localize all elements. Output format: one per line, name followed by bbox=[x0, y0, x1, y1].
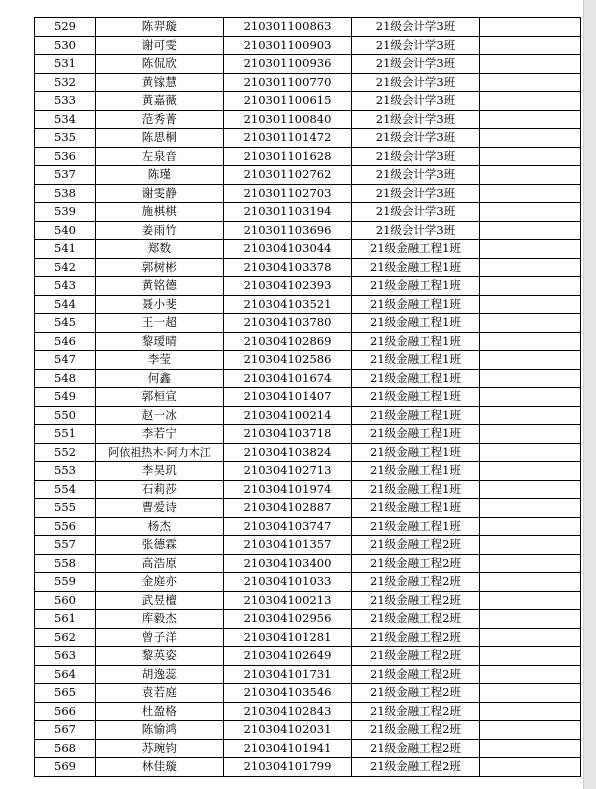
student-id-cell: 210301102703 bbox=[224, 184, 352, 203]
empty-cell bbox=[480, 443, 581, 462]
table-row bbox=[35, 591, 581, 610]
empty-cell bbox=[480, 18, 581, 37]
student-id-cell: 210304101974 bbox=[224, 480, 352, 499]
student-name-cell: 陈羿璇 bbox=[96, 18, 224, 37]
student-name-cell: 杨杰 bbox=[96, 517, 224, 536]
class-name-cell: 21级金融工程2班 bbox=[352, 684, 480, 703]
row-number-cell: 532 bbox=[35, 73, 96, 92]
row-number-cell: 533 bbox=[35, 92, 96, 111]
row-number-cell: 540 bbox=[35, 221, 96, 240]
empty-cell bbox=[480, 684, 581, 703]
empty-cell bbox=[480, 628, 581, 647]
row-number-cell: 558 bbox=[35, 554, 96, 573]
class-name-cell: 21级金融工程1班 bbox=[352, 425, 480, 444]
student-id-cell: 210304101731 bbox=[224, 665, 352, 684]
student-name-cell: 郭树彬 bbox=[96, 258, 224, 277]
student-id-cell: 210304102843 bbox=[224, 702, 352, 721]
class-name-cell: 21级会计学3班 bbox=[352, 129, 480, 148]
table-row bbox=[35, 295, 581, 314]
student-id-cell: 210301102762 bbox=[224, 166, 352, 185]
empty-cell bbox=[480, 499, 581, 518]
class-name-cell: 21级金融工程2班 bbox=[352, 665, 480, 684]
table-row bbox=[35, 277, 581, 296]
empty-cell bbox=[480, 147, 581, 166]
student-id-cell: 210304103780 bbox=[224, 314, 352, 333]
empty-cell bbox=[480, 221, 581, 240]
table-row bbox=[35, 739, 581, 758]
table-row bbox=[35, 166, 581, 185]
class-name-cell: 21级会计学3班 bbox=[352, 221, 480, 240]
student-id-cell: 210304102586 bbox=[224, 351, 352, 370]
empty-cell bbox=[480, 739, 581, 758]
table-row bbox=[35, 110, 581, 129]
student-id-cell: 210304103400 bbox=[224, 554, 352, 573]
table-row bbox=[35, 702, 581, 721]
empty-cell bbox=[480, 480, 581, 499]
class-name-cell: 21级金融工程2班 bbox=[352, 721, 480, 740]
table-row bbox=[35, 665, 581, 684]
student-name-cell: 林佳璇 bbox=[96, 758, 224, 777]
student-name-cell: 高浩原 bbox=[96, 554, 224, 573]
table-row bbox=[35, 684, 581, 703]
empty-cell bbox=[480, 55, 581, 74]
student-id-cell: 210301101628 bbox=[224, 147, 352, 166]
row-number-cell: 535 bbox=[35, 129, 96, 148]
empty-cell bbox=[480, 166, 581, 185]
student-id-cell: 210301103696 bbox=[224, 221, 352, 240]
empty-cell bbox=[480, 591, 581, 610]
empty-cell bbox=[480, 462, 581, 481]
student-name-cell: 曾子洋 bbox=[96, 628, 224, 647]
row-number-cell: 545 bbox=[35, 314, 96, 333]
table-row bbox=[35, 721, 581, 740]
class-name-cell: 21级金融工程1班 bbox=[352, 332, 480, 351]
class-name-cell: 21级金融工程1班 bbox=[352, 406, 480, 425]
table-row bbox=[35, 388, 581, 407]
table-row bbox=[35, 147, 581, 166]
empty-cell bbox=[480, 73, 581, 92]
empty-cell bbox=[480, 536, 581, 555]
student-id-cell: 210301100903 bbox=[224, 36, 352, 55]
student-name-cell: 陈瑾 bbox=[96, 166, 224, 185]
row-number-cell: 550 bbox=[35, 406, 96, 425]
student-name-cell: 胡逸蕊 bbox=[96, 665, 224, 684]
student-roster-table bbox=[34, 17, 581, 777]
row-number-cell: 557 bbox=[35, 536, 96, 555]
student-name-cell: 武昱檀 bbox=[96, 591, 224, 610]
student-name-cell: 黄镓慧 bbox=[96, 73, 224, 92]
row-number-cell: 564 bbox=[35, 665, 96, 684]
empty-cell bbox=[480, 110, 581, 129]
table-row bbox=[35, 203, 581, 222]
student-name-cell: 黎瑷晴 bbox=[96, 332, 224, 351]
class-name-cell: 21级金融工程2班 bbox=[352, 702, 480, 721]
empty-cell bbox=[480, 332, 581, 351]
row-number-cell: 537 bbox=[35, 166, 96, 185]
student-name-cell: 袁若庭 bbox=[96, 684, 224, 703]
class-name-cell: 21级金融工程2班 bbox=[352, 591, 480, 610]
table-row bbox=[35, 480, 581, 499]
student-id-cell: 210304100214 bbox=[224, 406, 352, 425]
class-name-cell: 21级金融工程1班 bbox=[352, 462, 480, 481]
class-name-cell: 21级金融工程2班 bbox=[352, 739, 480, 758]
empty-cell bbox=[480, 351, 581, 370]
row-number-cell: 549 bbox=[35, 388, 96, 407]
student-id-cell: 210304100213 bbox=[224, 591, 352, 610]
empty-cell bbox=[480, 554, 581, 573]
table-row bbox=[35, 536, 581, 555]
row-number-cell: 538 bbox=[35, 184, 96, 203]
table-row bbox=[35, 92, 581, 111]
row-number-cell: 563 bbox=[35, 647, 96, 666]
table-row bbox=[35, 184, 581, 203]
empty-cell bbox=[480, 406, 581, 425]
row-number-cell: 554 bbox=[35, 480, 96, 499]
table-row bbox=[35, 425, 581, 444]
empty-cell bbox=[480, 388, 581, 407]
empty-cell bbox=[480, 665, 581, 684]
empty-cell bbox=[480, 240, 581, 259]
row-number-cell: 530 bbox=[35, 36, 96, 55]
class-name-cell: 21级会计学3班 bbox=[352, 18, 480, 37]
student-id-cell: 210304103378 bbox=[224, 258, 352, 277]
student-name-cell: 谢可雯 bbox=[96, 36, 224, 55]
class-name-cell: 21级金融工程1班 bbox=[352, 480, 480, 499]
student-name-cell: 阿依祖热木·阿力木江 bbox=[96, 443, 224, 462]
row-number-cell: 567 bbox=[35, 721, 96, 740]
class-name-cell: 21级金融工程1班 bbox=[352, 258, 480, 277]
class-name-cell: 21级金融工程2班 bbox=[352, 610, 480, 629]
student-id-cell: 210301100936 bbox=[224, 55, 352, 74]
table-row bbox=[35, 73, 581, 92]
student-id-cell: 210304101281 bbox=[224, 628, 352, 647]
student-id-cell: 210304101407 bbox=[224, 388, 352, 407]
row-number-cell: 531 bbox=[35, 55, 96, 74]
class-name-cell: 21级金融工程1班 bbox=[352, 351, 480, 370]
row-number-cell: 541 bbox=[35, 240, 96, 259]
student-name-cell: 郑数 bbox=[96, 240, 224, 259]
student-name-cell: 金庭亦 bbox=[96, 573, 224, 592]
table-row bbox=[35, 443, 581, 462]
class-name-cell: 21级金融工程1班 bbox=[352, 314, 480, 333]
table-row bbox=[35, 18, 581, 37]
row-number-cell: 562 bbox=[35, 628, 96, 647]
student-name-cell: 陈侃欣 bbox=[96, 55, 224, 74]
student-id-cell: 210301100615 bbox=[224, 92, 352, 111]
empty-cell bbox=[480, 295, 581, 314]
table-row bbox=[35, 351, 581, 370]
row-number-cell: 529 bbox=[35, 18, 96, 37]
student-id-cell: 210304102031 bbox=[224, 721, 352, 740]
page-edge-shadow bbox=[583, 0, 596, 789]
row-number-cell: 539 bbox=[35, 203, 96, 222]
row-number-cell: 555 bbox=[35, 499, 96, 518]
row-number-cell: 560 bbox=[35, 591, 96, 610]
empty-cell bbox=[480, 425, 581, 444]
student-name-cell: 李昊玑 bbox=[96, 462, 224, 481]
class-name-cell: 21级会计学3班 bbox=[352, 92, 480, 111]
empty-cell bbox=[480, 129, 581, 148]
table-row bbox=[35, 314, 581, 333]
student-name-cell: 张德霖 bbox=[96, 536, 224, 555]
student-name-cell: 谢雯静 bbox=[96, 184, 224, 203]
student-name-cell: 苏琬钧 bbox=[96, 739, 224, 758]
student-id-cell: 210304102713 bbox=[224, 462, 352, 481]
class-name-cell: 21级金融工程1班 bbox=[352, 369, 480, 388]
empty-cell bbox=[480, 573, 581, 592]
row-number-cell: 546 bbox=[35, 332, 96, 351]
class-name-cell: 21级金融工程1班 bbox=[352, 517, 480, 536]
student-id-cell: 210304102393 bbox=[224, 277, 352, 296]
class-name-cell: 21级金融工程1班 bbox=[352, 499, 480, 518]
class-name-cell: 21级金融工程2班 bbox=[352, 758, 480, 777]
empty-cell bbox=[480, 314, 581, 333]
table-row bbox=[35, 240, 581, 259]
student-id-cell: 210304103747 bbox=[224, 517, 352, 536]
student-name-cell: 曹爱诗 bbox=[96, 499, 224, 518]
class-name-cell: 21级金融工程2班 bbox=[352, 536, 480, 555]
student-id-cell: 210304103044 bbox=[224, 240, 352, 259]
table-row bbox=[35, 647, 581, 666]
student-name-cell: 李若宁 bbox=[96, 425, 224, 444]
table-row bbox=[35, 221, 581, 240]
student-id-cell: 210304102887 bbox=[224, 499, 352, 518]
class-name-cell: 21级金融工程1班 bbox=[352, 295, 480, 314]
student-name-cell: 左泉音 bbox=[96, 147, 224, 166]
table-row bbox=[35, 573, 581, 592]
row-number-cell: 568 bbox=[35, 739, 96, 758]
table-row bbox=[35, 462, 581, 481]
student-id-cell: 210304102956 bbox=[224, 610, 352, 629]
table-row bbox=[35, 332, 581, 351]
student-name-cell: 库毅杰 bbox=[96, 610, 224, 629]
row-number-cell: 547 bbox=[35, 351, 96, 370]
table-row bbox=[35, 406, 581, 425]
student-id-cell: 210304102649 bbox=[224, 647, 352, 666]
class-name-cell: 21级会计学3班 bbox=[352, 147, 480, 166]
student-name-cell: 聂小斐 bbox=[96, 295, 224, 314]
row-number-cell: 542 bbox=[35, 258, 96, 277]
table-row bbox=[35, 36, 581, 55]
table-row bbox=[35, 610, 581, 629]
empty-cell bbox=[480, 203, 581, 222]
empty-cell bbox=[480, 92, 581, 111]
student-name-cell: 郭桓宣 bbox=[96, 388, 224, 407]
row-number-cell: 544 bbox=[35, 295, 96, 314]
table-row bbox=[35, 55, 581, 74]
class-name-cell: 21级金融工程2班 bbox=[352, 554, 480, 573]
table-row bbox=[35, 517, 581, 536]
table-row bbox=[35, 129, 581, 148]
student-id-cell: 210301100840 bbox=[224, 110, 352, 129]
class-name-cell: 21级金融工程2班 bbox=[352, 647, 480, 666]
class-name-cell: 21级会计学3班 bbox=[352, 110, 480, 129]
class-name-cell: 21级会计学3班 bbox=[352, 184, 480, 203]
table-row bbox=[35, 628, 581, 647]
table-row bbox=[35, 554, 581, 573]
row-number-cell: 556 bbox=[35, 517, 96, 536]
class-name-cell: 21级金融工程2班 bbox=[352, 573, 480, 592]
student-name-cell: 陈愉鸿 bbox=[96, 721, 224, 740]
empty-cell bbox=[480, 36, 581, 55]
empty-cell bbox=[480, 702, 581, 721]
class-name-cell: 21级会计学3班 bbox=[352, 36, 480, 55]
student-name-cell: 王一超 bbox=[96, 314, 224, 333]
student-name-cell: 杜盈格 bbox=[96, 702, 224, 721]
row-number-cell: 548 bbox=[35, 369, 96, 388]
empty-cell bbox=[480, 184, 581, 203]
student-name-cell: 石莉莎 bbox=[96, 480, 224, 499]
class-name-cell: 21级会计学3班 bbox=[352, 55, 480, 74]
roster-body bbox=[35, 18, 581, 777]
student-id-cell: 210304103718 bbox=[224, 425, 352, 444]
table-row bbox=[35, 258, 581, 277]
student-id-cell: 210304102869 bbox=[224, 332, 352, 351]
empty-cell bbox=[480, 721, 581, 740]
empty-cell bbox=[480, 758, 581, 777]
student-name-cell: 姜雨竹 bbox=[96, 221, 224, 240]
student-name-cell: 何鑫 bbox=[96, 369, 224, 388]
class-name-cell: 21级会计学3班 bbox=[352, 166, 480, 185]
row-number-cell: 566 bbox=[35, 702, 96, 721]
student-name-cell: 黄嘉薇 bbox=[96, 92, 224, 111]
class-name-cell: 21级会计学3班 bbox=[352, 203, 480, 222]
empty-cell bbox=[480, 647, 581, 666]
student-id-cell: 210301100770 bbox=[224, 73, 352, 92]
class-name-cell: 21级金融工程2班 bbox=[352, 628, 480, 647]
student-name-cell: 黄铭德 bbox=[96, 277, 224, 296]
row-number-cell: 543 bbox=[35, 277, 96, 296]
empty-cell bbox=[480, 369, 581, 388]
student-id-cell: 210304101033 bbox=[224, 573, 352, 592]
empty-cell bbox=[480, 277, 581, 296]
row-number-cell: 559 bbox=[35, 573, 96, 592]
student-id-cell: 210304101674 bbox=[224, 369, 352, 388]
student-id-cell: 210301101472 bbox=[224, 129, 352, 148]
table-row bbox=[35, 369, 581, 388]
student-id-cell: 210304101799 bbox=[224, 758, 352, 777]
class-name-cell: 21级金融工程1班 bbox=[352, 277, 480, 296]
student-id-cell: 210304103521 bbox=[224, 295, 352, 314]
row-number-cell: 565 bbox=[35, 684, 96, 703]
student-name-cell: 李莹 bbox=[96, 351, 224, 370]
student-id-cell: 210301103194 bbox=[224, 203, 352, 222]
row-number-cell: 569 bbox=[35, 758, 96, 777]
student-id-cell: 210304101357 bbox=[224, 536, 352, 555]
student-name-cell: 赵一冰 bbox=[96, 406, 224, 425]
row-number-cell: 551 bbox=[35, 425, 96, 444]
student-name-cell: 施棋棋 bbox=[96, 203, 224, 222]
student-id-cell: 210304103824 bbox=[224, 443, 352, 462]
row-number-cell: 552 bbox=[35, 443, 96, 462]
empty-cell bbox=[480, 517, 581, 536]
empty-cell bbox=[480, 610, 581, 629]
student-id-cell: 210301100863 bbox=[224, 18, 352, 37]
row-number-cell: 561 bbox=[35, 610, 96, 629]
row-number-cell: 553 bbox=[35, 462, 96, 481]
table-row bbox=[35, 758, 581, 777]
table-row bbox=[35, 499, 581, 518]
row-number-cell: 536 bbox=[35, 147, 96, 166]
student-id-cell: 210304101941 bbox=[224, 739, 352, 758]
student-name-cell: 范秀菁 bbox=[96, 110, 224, 129]
student-id-cell: 210304103546 bbox=[224, 684, 352, 703]
class-name-cell: 21级金融工程1班 bbox=[352, 443, 480, 462]
student-name-cell: 陈思桐 bbox=[96, 129, 224, 148]
empty-cell bbox=[480, 258, 581, 277]
class-name-cell: 21级金融工程1班 bbox=[352, 388, 480, 407]
student-name-cell: 黎英姿 bbox=[96, 647, 224, 666]
row-number-cell: 534 bbox=[35, 110, 96, 129]
class-name-cell: 21级金融工程1班 bbox=[352, 240, 480, 259]
class-name-cell: 21级会计学3班 bbox=[352, 73, 480, 92]
